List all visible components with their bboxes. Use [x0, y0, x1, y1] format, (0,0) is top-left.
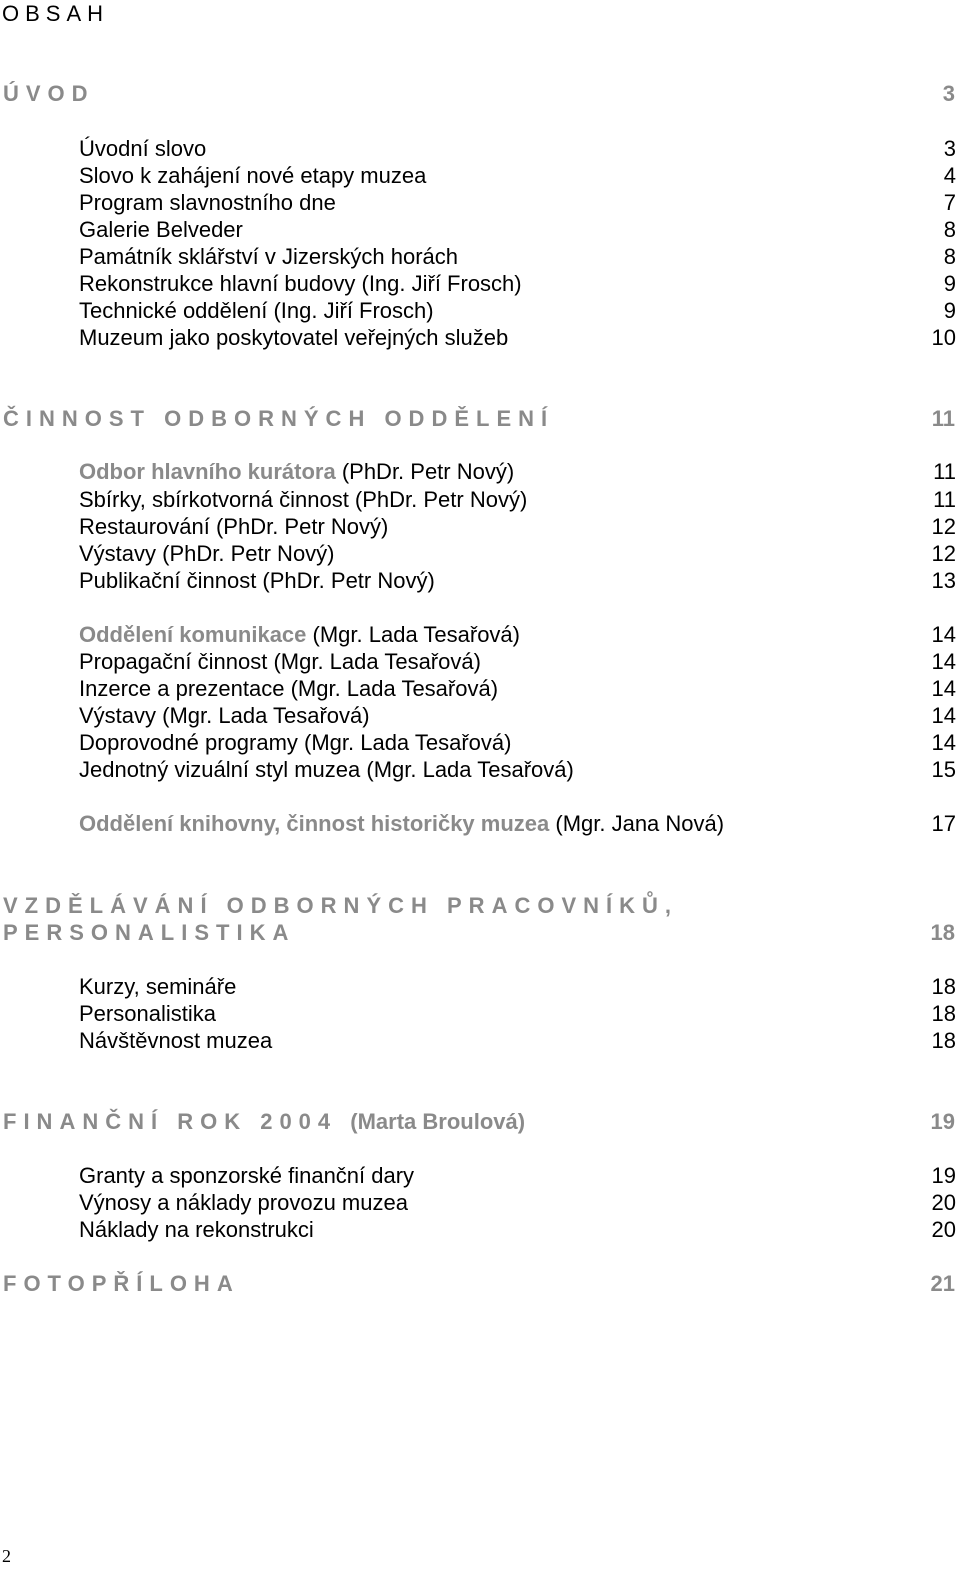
- section-label: FINANČNÍ ROK 2004: [3, 1109, 338, 1134]
- section-heading-financni: [3, 1109, 955, 1135]
- entry-page: 18: [931, 974, 956, 999]
- entry-page: 9: [943, 298, 956, 323]
- toc-entry[interactable]: [79, 1162, 956, 1189]
- toc-entry[interactable]: [79, 1027, 956, 1054]
- entry-text: Galerie Belveder: [79, 217, 243, 242]
- toc-entry[interactable]: [79, 324, 956, 351]
- section-page: 21: [930, 1271, 955, 1296]
- entry-page: 12: [931, 514, 956, 539]
- entry-page: 17: [931, 811, 956, 836]
- entry-text: Personalistika: [79, 1001, 216, 1026]
- section-label: PERSONALISTIKA: [3, 920, 296, 945]
- section-heading-fotoprilohy: [3, 1271, 955, 1297]
- entry-page: 15: [931, 757, 956, 782]
- entry-page: 4: [943, 163, 956, 188]
- entry-page: 18: [931, 1028, 956, 1053]
- entry-text: Program slavnostního dne: [79, 190, 336, 215]
- entry-page: 20: [931, 1217, 956, 1242]
- entry-page: 11: [933, 487, 956, 512]
- entry-page: 8: [943, 217, 956, 242]
- entry-text: Jednotný vizuální styl muzea (Mgr. Lada Tesařová): [79, 757, 574, 782]
- toc-entry[interactable]: [79, 135, 956, 162]
- toc-entry[interactable]: [79, 729, 956, 756]
- toc-entry[interactable]: [79, 189, 956, 216]
- section-page: 19: [930, 1109, 955, 1134]
- toc-entry[interactable]: [79, 243, 956, 270]
- section-heading-vzdelavani-line1: [3, 893, 955, 919]
- entry-text: Výnosy a náklady provozu muzea: [79, 1190, 408, 1215]
- toc-entry[interactable]: [79, 540, 956, 567]
- toc-entry[interactable]: [79, 513, 956, 540]
- entry-text: Technické oddělení (Ing. Jiří Frosch): [79, 298, 434, 323]
- subsection-kurator[interactable]: [79, 458, 956, 485]
- entry-text: Kurzy, semináře: [79, 974, 237, 999]
- entry-page: 9: [943, 271, 956, 296]
- entry-page: 19: [931, 1163, 956, 1188]
- toc-entry[interactable]: [79, 486, 956, 513]
- entry-text: Výstavy (Mgr. Lada Tesařová): [79, 703, 370, 728]
- entry-page: 11: [933, 459, 956, 484]
- subsection-heading: Odbor hlavního kurátora: [79, 459, 336, 484]
- entry-text: Návštěvnost muzea: [79, 1028, 273, 1053]
- subsection-author: (Mgr. Lada Tesařová): [306, 622, 520, 647]
- section-label: ÚVOD: [3, 81, 95, 106]
- section-heading-cinnost: [3, 406, 955, 432]
- section-label: ČINNOST ODBORNÝCH ODDĚLENÍ: [3, 406, 555, 431]
- entry-page: 13: [931, 568, 956, 593]
- section-sublabel: (Marta Broulová): [350, 1109, 526, 1134]
- subsection-heading: Oddělení knihovny, činnost historičky muzea: [79, 811, 550, 836]
- subsection-author: (Mgr. Jana Nová): [549, 811, 725, 836]
- entry-page: 18: [931, 1001, 956, 1026]
- toc-entry[interactable]: [79, 648, 956, 675]
- subsection-heading: Oddělení komunikace: [79, 622, 307, 647]
- entry-page: 10: [931, 325, 956, 350]
- toc-title: OBSAH: [2, 1, 110, 26]
- entry-text: Rekonstrukce hlavní budovy (Ing. Jiří Frosch): [79, 271, 522, 296]
- entry-text: Úvodní slovo: [79, 136, 207, 161]
- entry-page: 8: [943, 244, 956, 269]
- entry-text: Slovo k zahájení nové etapy muzea: [79, 163, 427, 188]
- toc-entry[interactable]: [79, 297, 956, 324]
- entry-text: Muzeum jako poskytovatel veřejných služeb: [79, 325, 509, 350]
- toc-entry[interactable]: [79, 1000, 956, 1027]
- toc-entry[interactable]: [79, 1189, 956, 1216]
- entry-text: Restaurování (PhDr. Petr Nový): [79, 514, 389, 539]
- entry-page: 12: [931, 541, 956, 566]
- entry-text: Památník sklářství v Jizerských horách: [79, 244, 459, 269]
- entry-text: Doprovodné programy (Mgr. Lada Tesařová): [79, 730, 512, 755]
- entry-page: 14: [931, 703, 956, 728]
- toc-entry[interactable]: [79, 567, 956, 594]
- entry-text: Výstavy (PhDr. Petr Nový): [79, 541, 335, 566]
- section-label: VZDĚLÁVÁNÍ ODBORNÝCH PRACOVNÍKŮ,: [3, 893, 679, 918]
- entry-text: Publikační činnost (PhDr. Petr Nový): [79, 568, 435, 593]
- page-number: 2: [2, 1546, 11, 1566]
- entry-text: Náklady na rekonstrukci: [79, 1217, 314, 1242]
- section-page: 11: [931, 406, 955, 431]
- toc-entry[interactable]: [79, 973, 956, 1000]
- section-label: FOTOPŘÍLOHA: [3, 1271, 240, 1296]
- toc-entry[interactable]: [79, 1216, 956, 1243]
- toc-entry[interactable]: [79, 162, 956, 189]
- toc-entry[interactable]: [79, 756, 956, 783]
- entry-page: 14: [931, 622, 956, 647]
- entry-text: Inzerce a prezentace (Mgr. Lada Tesařová): [79, 676, 499, 701]
- entry-text: Granty a sponzorské finanční dary: [79, 1163, 415, 1188]
- subsection-komunikace[interactable]: [79, 621, 956, 648]
- toc-entry[interactable]: [79, 216, 956, 243]
- section-page: 18: [930, 920, 955, 945]
- entry-page: 3: [943, 136, 956, 161]
- entry-page: 14: [931, 676, 956, 701]
- section-page: 3: [942, 81, 955, 106]
- entry-text: Sbírky, sbírkotvorná činnost (PhDr. Petr Nový): [79, 487, 528, 512]
- toc-entry[interactable]: [79, 675, 956, 702]
- entry-text: Propagační činnost (Mgr. Lada Tesařová): [79, 649, 481, 674]
- entry-page: 14: [931, 730, 956, 755]
- entry-page: 7: [943, 190, 956, 215]
- section-heading-vzdelavani-line2: [3, 920, 955, 946]
- toc-entry[interactable]: [79, 702, 956, 729]
- entry-page: 20: [931, 1190, 956, 1215]
- toc-entry[interactable]: [79, 270, 956, 297]
- section-heading-uvod: [3, 81, 955, 107]
- subsection-author: (PhDr. Petr Nový): [335, 459, 515, 484]
- entry-page: 14: [931, 649, 956, 674]
- subsection-knihovna[interactable]: [79, 810, 956, 837]
